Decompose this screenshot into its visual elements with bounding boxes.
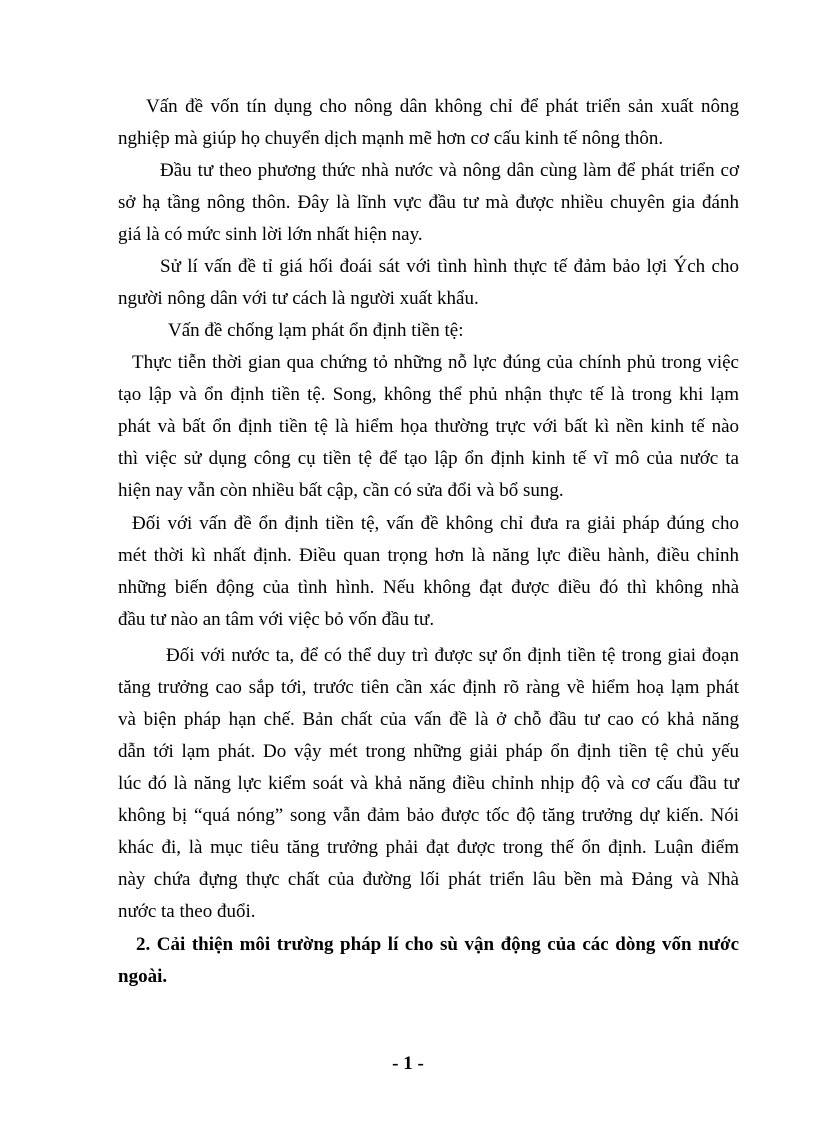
section-line: Vấn đề chống lạm phát ổn định tiền tệ: xyxy=(168,320,464,341)
paragraph-6-line-1: Đối với nước ta, để có thể duy trì được sự ổn định tiền tệ trong giai đoạn xyxy=(166,645,739,666)
paragraph-6-line-3: và biện pháp hạn chế. Bản chất của vấn đề là ở chỗ đầu tư cao có khả năng xyxy=(118,709,739,730)
section-heading-line-2: ngoài. xyxy=(118,966,168,987)
paragraph-6-line-5: lúc đó là năng lực kiểm soát và khả năng điều chỉnh nhịp độ và cơ cấu đầu tư xyxy=(118,773,739,794)
paragraph-1-line-1: Vấn đề vốn tín dụng cho nông dân không chỉ để phát triển sản xuất nông xyxy=(146,96,739,117)
paragraph-4-line-2: tạo lập và ổn định tiền tệ. Song, không thể phủ nhận thực tế là trong khi lạm xyxy=(118,384,739,405)
paragraph-5-line-1: Đối với vấn đề ổn định tiền tệ, vấn đề không chỉ đưa ra giải pháp đúng cho xyxy=(132,513,739,534)
paragraph-6-line-9: nước ta theo đuổi. xyxy=(118,901,256,922)
paragraph-2-line-2: sở hạ tầng nông thôn. Đây là lĩnh vực đầu tư mà được nhiều chuyên gia đánh xyxy=(118,192,739,213)
paragraph-4-line-3: phát và bất ổn định tiền tệ là hiểm họa thường trực với bất kì nền kinh tế nào xyxy=(118,416,739,437)
paragraph-6-line-4: dẫn tới lạm phát. Do vậy mét trong những giải pháp ổn định tiền tệ chủ yếu xyxy=(118,741,739,762)
paragraph-6-line-6: không bị “quá nóng” song vẫn đảm bảo được tốc độ tăng trưởng dự kiến. Nói xyxy=(118,805,739,826)
paragraph-1-line-2: nghiệp mà giúp họ chuyển dịch mạnh mẽ hơn cơ cấu kinh tế nông thôn. xyxy=(118,128,664,149)
paragraph-3-line-2: người nông dân với tư cách là người xuất khẩu. xyxy=(118,288,479,309)
paragraph-5-line-3: những biến động của tình hình. Nếu không đạt được điều đó thì không nhà xyxy=(118,577,739,598)
paragraph-3-line-1: Sử lí vấn đề tỉ giá hối đoái sát với tình hình thực tế đảm bảo lợi Ých cho xyxy=(160,256,739,277)
paragraph-5-line-2: mét thời kì nhất định. Điều quan trọng hơn là năng lực điều hành, điều chỉnh xyxy=(118,545,739,566)
paragraph-6-line-8: này chứa đựng thực chất của đường lối phát triển lâu bền mà Đảng và Nhà xyxy=(118,869,739,890)
paragraph-4-line-1: Thực tiễn thời gian qua chứng tỏ những nỗ lực đúng của chính phủ trong việc xyxy=(132,352,739,373)
paragraph-5-line-4: đầu tư nào an tâm với việc bỏ vốn đầu tư. xyxy=(118,609,435,630)
section-heading-line-1: 2. Cải thiện môi trường pháp lí cho sù vận động của các dòng vốn nước xyxy=(136,934,739,955)
paragraph-2-line-3: giá là có mức sinh lời lớn nhất hiện nay. xyxy=(118,224,423,245)
paragraph-4-line-4: thì việc sử dụng công cụ tiền tệ để tạo lập ổn định kinh tế vĩ mô của nước ta xyxy=(118,448,739,469)
page-number: - 1 - xyxy=(392,1053,424,1074)
paragraph-6-line-7: khác đi, là mục tiêu tăng trưởng phải đạt được trong thế ổn định. Luận điểm xyxy=(118,837,739,858)
paragraph-4-line-5: hiện nay vẫn còn nhiều bất cập, cần có sửa đổi và bổ sung. xyxy=(118,480,564,501)
paragraph-6-line-2: tăng trưởng cao sắp tới, trước tiên cần xác định rõ ràng về hiểm hoạ lạm phát xyxy=(118,677,739,698)
paragraph-2-line-1: Đầu tư theo phương thức nhà nước và nông dân cùng làm để phát triển cơ xyxy=(160,160,739,181)
